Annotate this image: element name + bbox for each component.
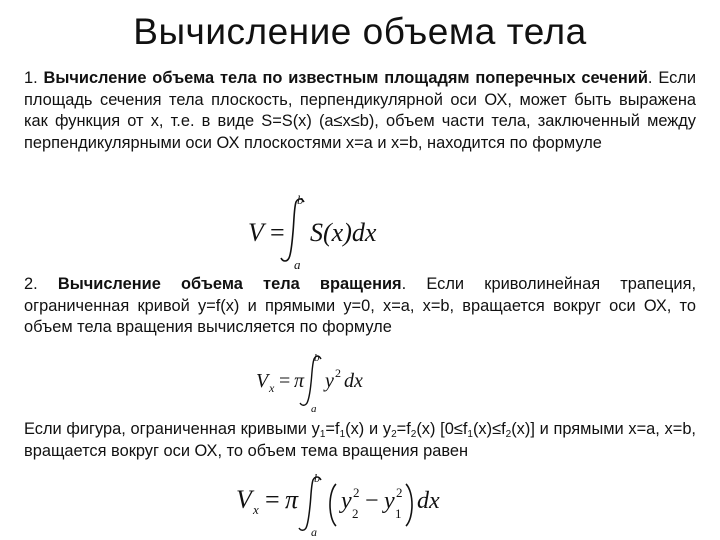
formula-3-lhs: V [236,485,252,514]
formula-1-lower-limit: a [294,257,301,272]
formula-3-dx: dx [417,488,440,514]
section-2-paragraph [24,274,696,339]
formula-3-y1-power: 2 [396,485,403,500]
section-2-number: 2. [24,275,38,293]
section-2-heading: Вычисление объема тела вращения [57,275,402,293]
formula-2-lhs-subscript: x [269,381,275,395]
formula-2-pi: π [294,370,305,392]
slide-title: Вычисление объема тела [133,11,587,52]
section-1-heading: Вычисление объема тела по известным площадям поперечных сечений [43,69,648,87]
formula-2-lower-limit: a [311,403,317,415]
formula-3-y2: y [341,488,352,514]
formula-3-equals: = [265,485,280,514]
volume-between-curves-formula [234,472,454,538]
formula-1-equals: = [270,218,285,247]
formula-1-integrand: S(x)dx [310,218,377,247]
volume-by-cross-section-formula [246,192,396,270]
formula-2-upper-limit: b [314,352,320,364]
formula-3-y2-power: 2 [353,485,360,500]
volume-of-revolution-formula [254,351,384,413]
formula-2-dx: dx [344,370,363,392]
right-paren-icon [406,484,412,526]
formula-3-pi: π [285,485,299,514]
section-1-paragraph [24,68,696,154]
formula-2-equals: = [279,370,291,392]
section-3-paragraph: Если фигура, ограниченная кривыми $y_1=f_1(x)$ и $y_2=f_2(x)$ $[0\le f_1(x)\le f_2(x)]$ и прямыми x=a, x=b, вращается вокруг оси ОХ, то объем тема вращения равен [24,420,696,460]
left-paren-icon [330,484,336,526]
formula-3-y2-subscript: 2 [352,506,359,521]
formula-3-lower-limit: a [311,525,317,539]
formula-2-lhs: V [256,370,269,392]
formula-3-upper-limit: b [314,471,320,485]
formula-1-lhs: V [248,218,264,247]
formula-3-minus: − [365,488,379,514]
formula-2-power: 2 [335,366,341,380]
section-1-number: 1. [24,69,38,87]
formula-2-y: y [325,370,334,392]
formula-1-upper-limit: b [297,192,304,207]
section-2-text: . Если криволинейная трапеция, ограниченная кривой y=f(x) и прямыми y=0, x=a, x=b, вращается вокруг оси ОХ, то объем тела вращения вычисляется по формуле [24,275,697,336]
formula-3-lhs-subscript: x [253,502,259,517]
formula-3-y1: y [384,488,395,514]
formula-3-y1-subscript: 1 [395,506,402,521]
section-1-text: . Если площадь сечения тела плоскость, перпендикулярной оси ОХ, может быть выражена как функция от х, т.е. в виде S=S(x) (a≤x≤b), объем части тела, заключенный между перпендикулярными оси ОХ плоскостями х=а и х=b, находится по формуле [24,69,696,152]
